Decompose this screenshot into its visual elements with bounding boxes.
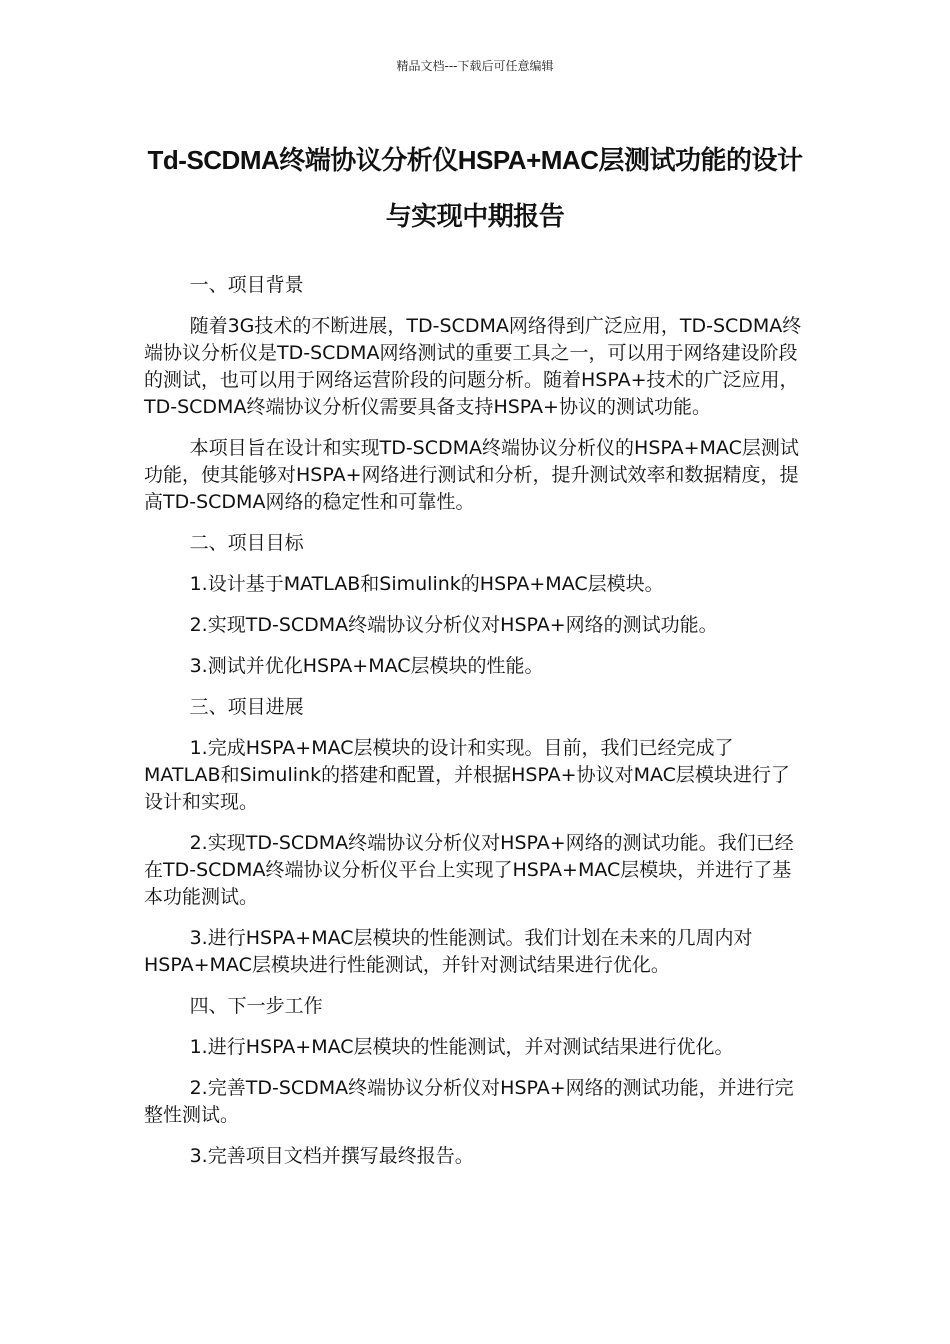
list-item: 1.设计基于MATLAB和Simulink的HSPA+MAC层模块。 bbox=[189, 573, 664, 595]
section-heading-background: 一、项目背景 bbox=[189, 274, 304, 296]
paragraph: 本项目旨在设计和实现TD-SCDMA终端协议分析仪的HSPA+MAC层测试功能，使其能够对HSPA+网络进行测试和分析，提升测试效率和数据精度，提高TD-SCDMA网络的稳定性和可靠性。 bbox=[144, 437, 799, 513]
list-item: 2.实现TD-SCDMA终端协议分析仪对HSPA+网络的测试功能。 bbox=[189, 614, 718, 636]
list-item: 3.进行HSPA+MAC层模块的性能测试。我们计划在未来的几周内对HSPA+MAC层模块进行性能测试，并针对测试结果进行优化。 bbox=[144, 927, 753, 976]
section-heading-next-steps: 四、下一步工作 bbox=[189, 995, 323, 1017]
document-body bbox=[144, 272, 808, 1184]
list-item: 3.完善项目文档并撰写最终报告。 bbox=[189, 1145, 474, 1167]
list-item: 2.实现TD-SCDMA终端协议分析仪对HSPA+网络的测试功能。我们已经在TD-SCDMA终端协议分析仪平台上实现了HSPA+MAC层模块，并进行了基本功能测试。 bbox=[144, 832, 794, 908]
list-item: 2.完善TD-SCDMA终端协议分析仪对HSPA+网络的测试功能，并进行完整性测试。 bbox=[144, 1077, 794, 1126]
page-header: 精品文档---下载后可任意编辑 bbox=[396, 59, 554, 73]
section-heading-goals: 二、项目目标 bbox=[189, 532, 304, 554]
document-title: Td-SCDMA终端协议分析仪HSPA+MAC层测试功能的设计与实现中期报告 bbox=[147, 145, 803, 231]
section-heading-progress: 三、项目进展 bbox=[189, 696, 304, 718]
list-item: 1.进行HSPA+MAC层模块的性能测试，并对测试结果进行优化。 bbox=[189, 1036, 734, 1058]
paragraph: 随着3G技术的不断进展，TD-SCDMA网络得到广泛应用，TD-SCDMA终端协议分析仪是TD-SCDMA网络测试的重要工具之一，可以用于网络建设阶段的测试，也可以用于网络运营阶段的问题分析。随着HSPA+技术的广泛应用，TD-SCDMA终端协议分析仪需要具备支持HSPA+协议的测试功能。 bbox=[144, 315, 802, 418]
list-item: 3.测试并优化HSPA+MAC层模块的性能。 bbox=[189, 655, 544, 677]
list-item: 1.完成HSPA+MAC层模块的设计和实现。目前，我们已经完成了MATLAB和Simulink的搭建和配置，并根据HSPA+协议对MAC层模块进行了设计和实现。 bbox=[144, 737, 790, 813]
